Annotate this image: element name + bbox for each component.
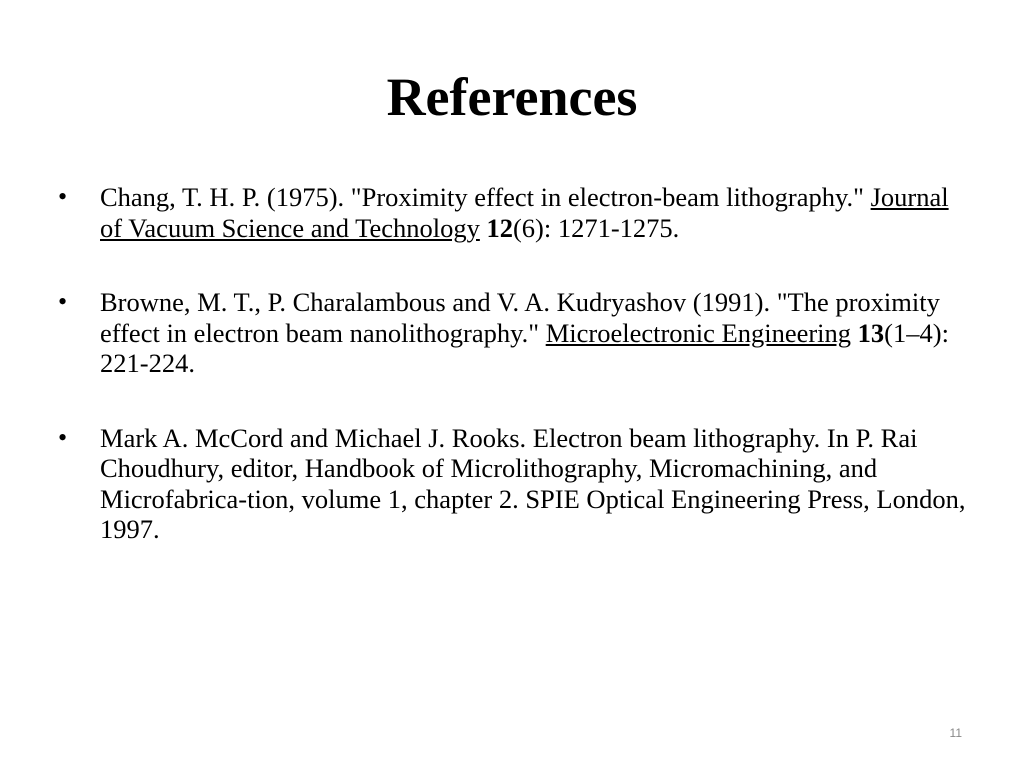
reference-item (56, 182, 966, 243)
page-number: 11 (949, 726, 962, 740)
reference-item (56, 287, 966, 379)
bullet-icon: • (58, 422, 68, 452)
bullet-icon: • (58, 287, 68, 316)
volume-number: 13 (857, 317, 885, 348)
bullet-icon: • (58, 182, 68, 211)
reference-text: Mark A. McCord and Michael J. Rooks. Electron beam lithography. In P. Rai Choudhury, editor, Handbook of Microlithography, Micromachining, and Microfabrica-tion, volume 1, chapter 2. SPIE Optical Engineering Press, London, 1997. (100, 422, 966, 544)
spacer (851, 318, 858, 348)
slide-title: References (386, 67, 638, 127)
journal-title: Microelectronic Engineering (545, 317, 852, 348)
volume-number: 12 (486, 212, 513, 243)
reference-text: Chang, T. H. P. (1975). "Proximity effect in electron-beam lithography." (100, 182, 871, 212)
reference-item (56, 423, 966, 545)
issue-pages: (1–4): 221-224. (100, 317, 949, 378)
reference-list (56, 182, 966, 545)
journal-title: Journal of Vacuum Science and Technology (100, 182, 949, 243)
issue-pages: (6): 1271-1275. (512, 212, 680, 243)
reference-text: Browne, M. T., P. Charalambous and V. A. Kudryashov (1991). "The proximity effect in electron beam nanolithography." (100, 287, 940, 348)
